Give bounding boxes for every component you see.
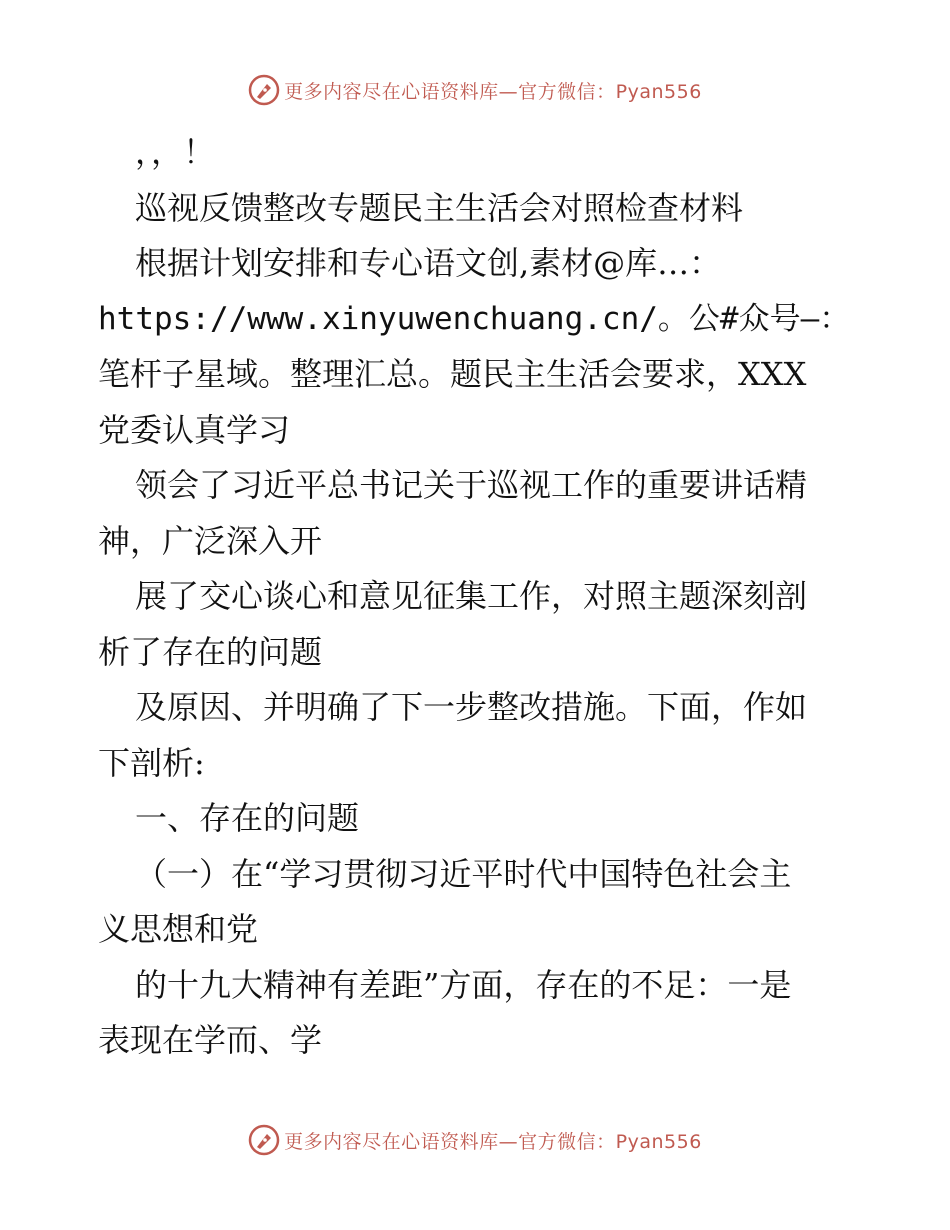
body-line: 表现在学而、学 <box>98 1021 323 1059</box>
header-watermark-banner <box>0 70 950 110</box>
body-line-url: https://www.xinyuwenchuang.cn/。公#众号—： <box>98 300 851 337</box>
body-line: 神，广泛深入开 <box>98 521 323 560</box>
section-heading: 一、存在的问题 <box>135 799 360 837</box>
body-line: 及原因、并明确了下一步整改措施。下面，作如 <box>135 688 808 726</box>
body-line: 展了交心谈心和意见征集工作，对照主题深刻剖 <box>135 577 808 615</box>
body-line: 下剖析: <box>98 743 205 782</box>
body-line: ，，！ <box>135 133 216 171</box>
footer-watermark-banner <box>0 1120 950 1160</box>
pen-nib-logo-icon <box>248 74 280 106</box>
subsection-heading: （一）在“学习贯彻习近平时代中国特色社会主 <box>135 854 792 893</box>
body-line: 笔杆子星域。整理汇总。题民主生活会要求，XXX <box>98 355 807 393</box>
body-line: 析了存在的问题 <box>98 632 323 671</box>
header-watermark-text: 更多内容尽在心语资料库—官方微信：Pyan556 <box>284 80 702 103</box>
body-line: 领会了习近平总书记关于巡视工作的重要讲话精 <box>135 466 808 504</box>
body-line: 党委认真学习 <box>98 410 291 449</box>
body-line: 根据计划安排和专心语文创,素材@库…： <box>135 244 722 282</box>
footer-watermark-text: 更多内容尽在心语资料库—官方微信：Pyan556 <box>284 1130 702 1153</box>
document-title: 巡视反馈整改专题民主生活会对照检查材料 <box>135 188 744 227</box>
body-line: 义思想和党 <box>98 910 259 948</box>
body-line: 的十九大精神有差距”方面，存在的不足：一是 <box>135 965 792 1004</box>
document-body <box>98 125 858 1069</box>
pen-nib-logo-icon <box>248 1124 280 1156</box>
